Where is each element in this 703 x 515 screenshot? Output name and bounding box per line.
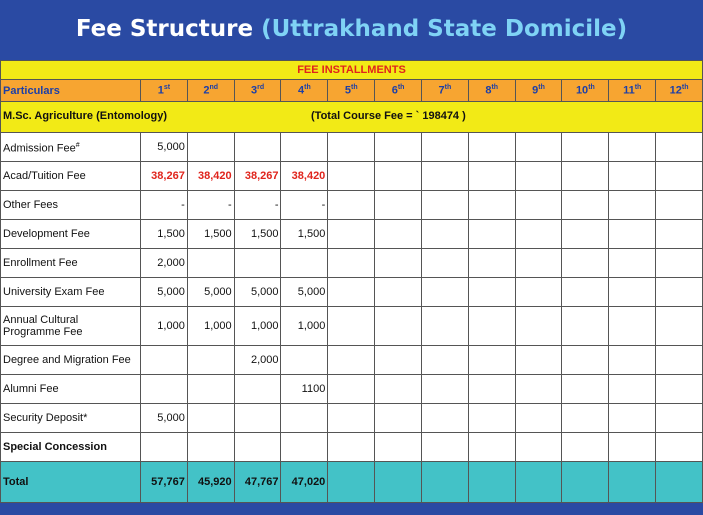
table-cell — [468, 433, 515, 462]
table-cell — [421, 249, 468, 278]
column-header-row — [1, 80, 703, 102]
table-cell — [375, 375, 422, 404]
table-cell: 38,267 — [141, 162, 188, 191]
table-cell — [515, 346, 562, 375]
table-cell — [328, 346, 375, 375]
table-cell — [234, 133, 281, 162]
course-name: M.Sc. Agriculture (Entomology) — [3, 110, 167, 122]
total-cell: 47,767 — [234, 462, 281, 503]
table-cell — [609, 278, 656, 307]
table-cell — [656, 307, 703, 346]
table-cell — [515, 133, 562, 162]
table-cell — [375, 133, 422, 162]
table-cell — [515, 375, 562, 404]
table-cell — [609, 433, 656, 462]
table-cell — [609, 191, 656, 220]
table-cell: 1,000 — [234, 307, 281, 346]
table-cell — [375, 346, 422, 375]
table-cell — [656, 375, 703, 404]
table-cell — [468, 307, 515, 346]
total-cell — [515, 462, 562, 503]
table-cell — [281, 346, 328, 375]
table-cell — [187, 249, 234, 278]
installment-header-3: 3rd — [234, 80, 281, 102]
course-row — [1, 102, 703, 133]
table-cell — [421, 278, 468, 307]
table-cell — [421, 307, 468, 346]
table-cell — [468, 346, 515, 375]
table-cell: 1,000 — [281, 307, 328, 346]
table-cell — [515, 249, 562, 278]
table-cell — [328, 133, 375, 162]
row-label: Acad/Tuition Fee — [1, 162, 141, 191]
installment-header-7: 7th — [421, 80, 468, 102]
table-cell — [562, 404, 609, 433]
table-cell — [141, 346, 188, 375]
row-label: Degree and Migration Fee — [1, 346, 141, 375]
installment-header-9: 9th — [515, 80, 562, 102]
table-cell — [562, 249, 609, 278]
table-cell — [375, 162, 422, 191]
installment-header-2: 2nd — [187, 80, 234, 102]
table-cell — [421, 162, 468, 191]
table-cell — [562, 191, 609, 220]
installment-header-11: 11th — [609, 80, 656, 102]
table-cell — [609, 404, 656, 433]
table-row — [1, 162, 703, 191]
table-cell — [187, 433, 234, 462]
fee-structure-table — [0, 60, 703, 503]
table-cell — [468, 249, 515, 278]
table-cell — [421, 346, 468, 375]
table-cell — [609, 375, 656, 404]
table-row — [1, 249, 703, 278]
installments-header-row — [1, 61, 703, 80]
table-cell — [562, 307, 609, 346]
table-cell — [468, 404, 515, 433]
row-label: Security Deposit* — [1, 404, 141, 433]
table-cell — [562, 375, 609, 404]
table-cell — [234, 433, 281, 462]
total-cell — [609, 462, 656, 503]
table-cell — [421, 220, 468, 249]
total-cell — [375, 462, 422, 503]
installment-header-10: 10th — [562, 80, 609, 102]
table-cell: 5,000 — [187, 278, 234, 307]
page-banner — [0, 0, 703, 58]
total-cell — [421, 462, 468, 503]
installment-header-5: 5th — [328, 80, 375, 102]
installment-header-4: 4th — [281, 80, 328, 102]
table-cell — [656, 433, 703, 462]
table-cell — [375, 307, 422, 346]
table-cell — [375, 191, 422, 220]
table-cell — [421, 404, 468, 433]
table-cell — [656, 249, 703, 278]
table-cell — [515, 404, 562, 433]
table-cell — [609, 346, 656, 375]
table-cell — [562, 346, 609, 375]
row-label: Development Fee — [1, 220, 141, 249]
table-cell: 5,000 — [141, 278, 188, 307]
table-cell — [515, 307, 562, 346]
table-cell — [187, 346, 234, 375]
course-total: (Total Course Fee = ` 198474 ) — [311, 110, 466, 122]
total-cell — [468, 462, 515, 503]
table-row — [1, 404, 703, 433]
table-cell: 38,420 — [187, 162, 234, 191]
table-cell — [656, 133, 703, 162]
row-label: Alumni Fee — [1, 375, 141, 404]
table-row — [1, 307, 703, 346]
table-cell: 1,500 — [281, 220, 328, 249]
table-cell: 1,500 — [141, 220, 188, 249]
course-cell — [1, 102, 703, 133]
table-cell — [468, 162, 515, 191]
table-cell: - — [234, 191, 281, 220]
table-cell: 1100 — [281, 375, 328, 404]
table-cell — [187, 404, 234, 433]
total-cell — [562, 462, 609, 503]
table-cell: 5,000 — [234, 278, 281, 307]
table-cell — [328, 162, 375, 191]
table-cell: 5,000 — [281, 278, 328, 307]
table-cell — [609, 307, 656, 346]
table-cell — [421, 433, 468, 462]
table-cell: 38,420 — [281, 162, 328, 191]
table-cell — [328, 433, 375, 462]
table-cell — [562, 220, 609, 249]
table-row — [1, 375, 703, 404]
table-cell — [281, 404, 328, 433]
table-cell — [375, 404, 422, 433]
table-cell — [234, 404, 281, 433]
installments-title: FEE INSTALLMENTS — [1, 61, 703, 80]
table-cell — [515, 433, 562, 462]
table-cell — [468, 191, 515, 220]
table-cell — [562, 433, 609, 462]
table-cell — [328, 278, 375, 307]
row-label: Special Concession — [1, 433, 141, 462]
row-label: Admission Fee# — [1, 133, 141, 162]
total-cell: 47,020 — [281, 462, 328, 503]
installment-header-8: 8th — [468, 80, 515, 102]
table-cell — [187, 375, 234, 404]
table-cell — [515, 220, 562, 249]
table-cell: 1,000 — [141, 307, 188, 346]
table-cell — [234, 249, 281, 278]
table-cell: 38,267 — [234, 162, 281, 191]
table-cell — [421, 133, 468, 162]
table-cell — [515, 278, 562, 307]
table-cell — [562, 133, 609, 162]
particulars-header: Particulars — [1, 80, 141, 102]
table-cell — [141, 375, 188, 404]
table-cell — [187, 133, 234, 162]
table-cell — [656, 162, 703, 191]
table-cell — [515, 191, 562, 220]
row-label: Enrollment Fee — [1, 249, 141, 278]
table-cell — [468, 375, 515, 404]
table-cell — [609, 162, 656, 191]
table-cell — [375, 249, 422, 278]
table-cell — [421, 375, 468, 404]
table-row — [1, 191, 703, 220]
table-cell: 2,000 — [234, 346, 281, 375]
table-row — [1, 433, 703, 462]
banner-title: Fee Structure — [75, 16, 254, 42]
table-cell: 1,000 — [187, 307, 234, 346]
table-cell — [328, 249, 375, 278]
table-cell — [281, 249, 328, 278]
table-cell — [375, 220, 422, 249]
table-row — [1, 133, 703, 162]
total-cell: 57,767 — [141, 462, 188, 503]
table-cell: - — [187, 191, 234, 220]
table-cell: - — [141, 191, 188, 220]
table-cell — [656, 191, 703, 220]
table-cell — [609, 133, 656, 162]
row-label: Total — [1, 462, 141, 503]
table-cell — [656, 220, 703, 249]
table-cell — [375, 433, 422, 462]
table-cell — [609, 220, 656, 249]
table-cell — [656, 346, 703, 375]
table-cell: 2,000 — [141, 249, 188, 278]
table-cell — [656, 278, 703, 307]
table-cell — [468, 278, 515, 307]
table-cell — [328, 220, 375, 249]
table-cell — [234, 375, 281, 404]
table-cell — [656, 404, 703, 433]
table-row — [1, 220, 703, 249]
table-cell — [328, 404, 375, 433]
total-cell — [328, 462, 375, 503]
row-label: Annual Cultural Programme Fee — [1, 307, 141, 346]
installment-header-12: 12th — [656, 80, 703, 102]
table-cell: 5,000 — [141, 404, 188, 433]
table-cell — [375, 278, 422, 307]
banner-subtitle: (Uttrakhand State Domicile) — [261, 16, 628, 42]
table-cell — [328, 375, 375, 404]
table-cell — [141, 433, 188, 462]
table-row — [1, 346, 703, 375]
table-cell — [421, 191, 468, 220]
table-cell: 1,500 — [187, 220, 234, 249]
total-cell — [656, 462, 703, 503]
table-cell — [281, 433, 328, 462]
row-label: University Exam Fee — [1, 278, 141, 307]
row-label: Other Fees — [1, 191, 141, 220]
table-cell — [609, 249, 656, 278]
total-cell: 45,920 — [187, 462, 234, 503]
table-cell: - — [281, 191, 328, 220]
installment-header-1: 1st — [141, 80, 188, 102]
installment-header-6: 6th — [375, 80, 422, 102]
table-cell — [562, 278, 609, 307]
table-cell: 5,000 — [141, 133, 188, 162]
total-row — [1, 462, 703, 503]
table-cell — [562, 162, 609, 191]
table-cell: 1,500 — [234, 220, 281, 249]
table-cell — [328, 307, 375, 346]
table-cell — [468, 220, 515, 249]
table-cell — [515, 162, 562, 191]
table-cell — [328, 191, 375, 220]
table-cell — [281, 133, 328, 162]
table-cell — [468, 133, 515, 162]
table-row — [1, 278, 703, 307]
